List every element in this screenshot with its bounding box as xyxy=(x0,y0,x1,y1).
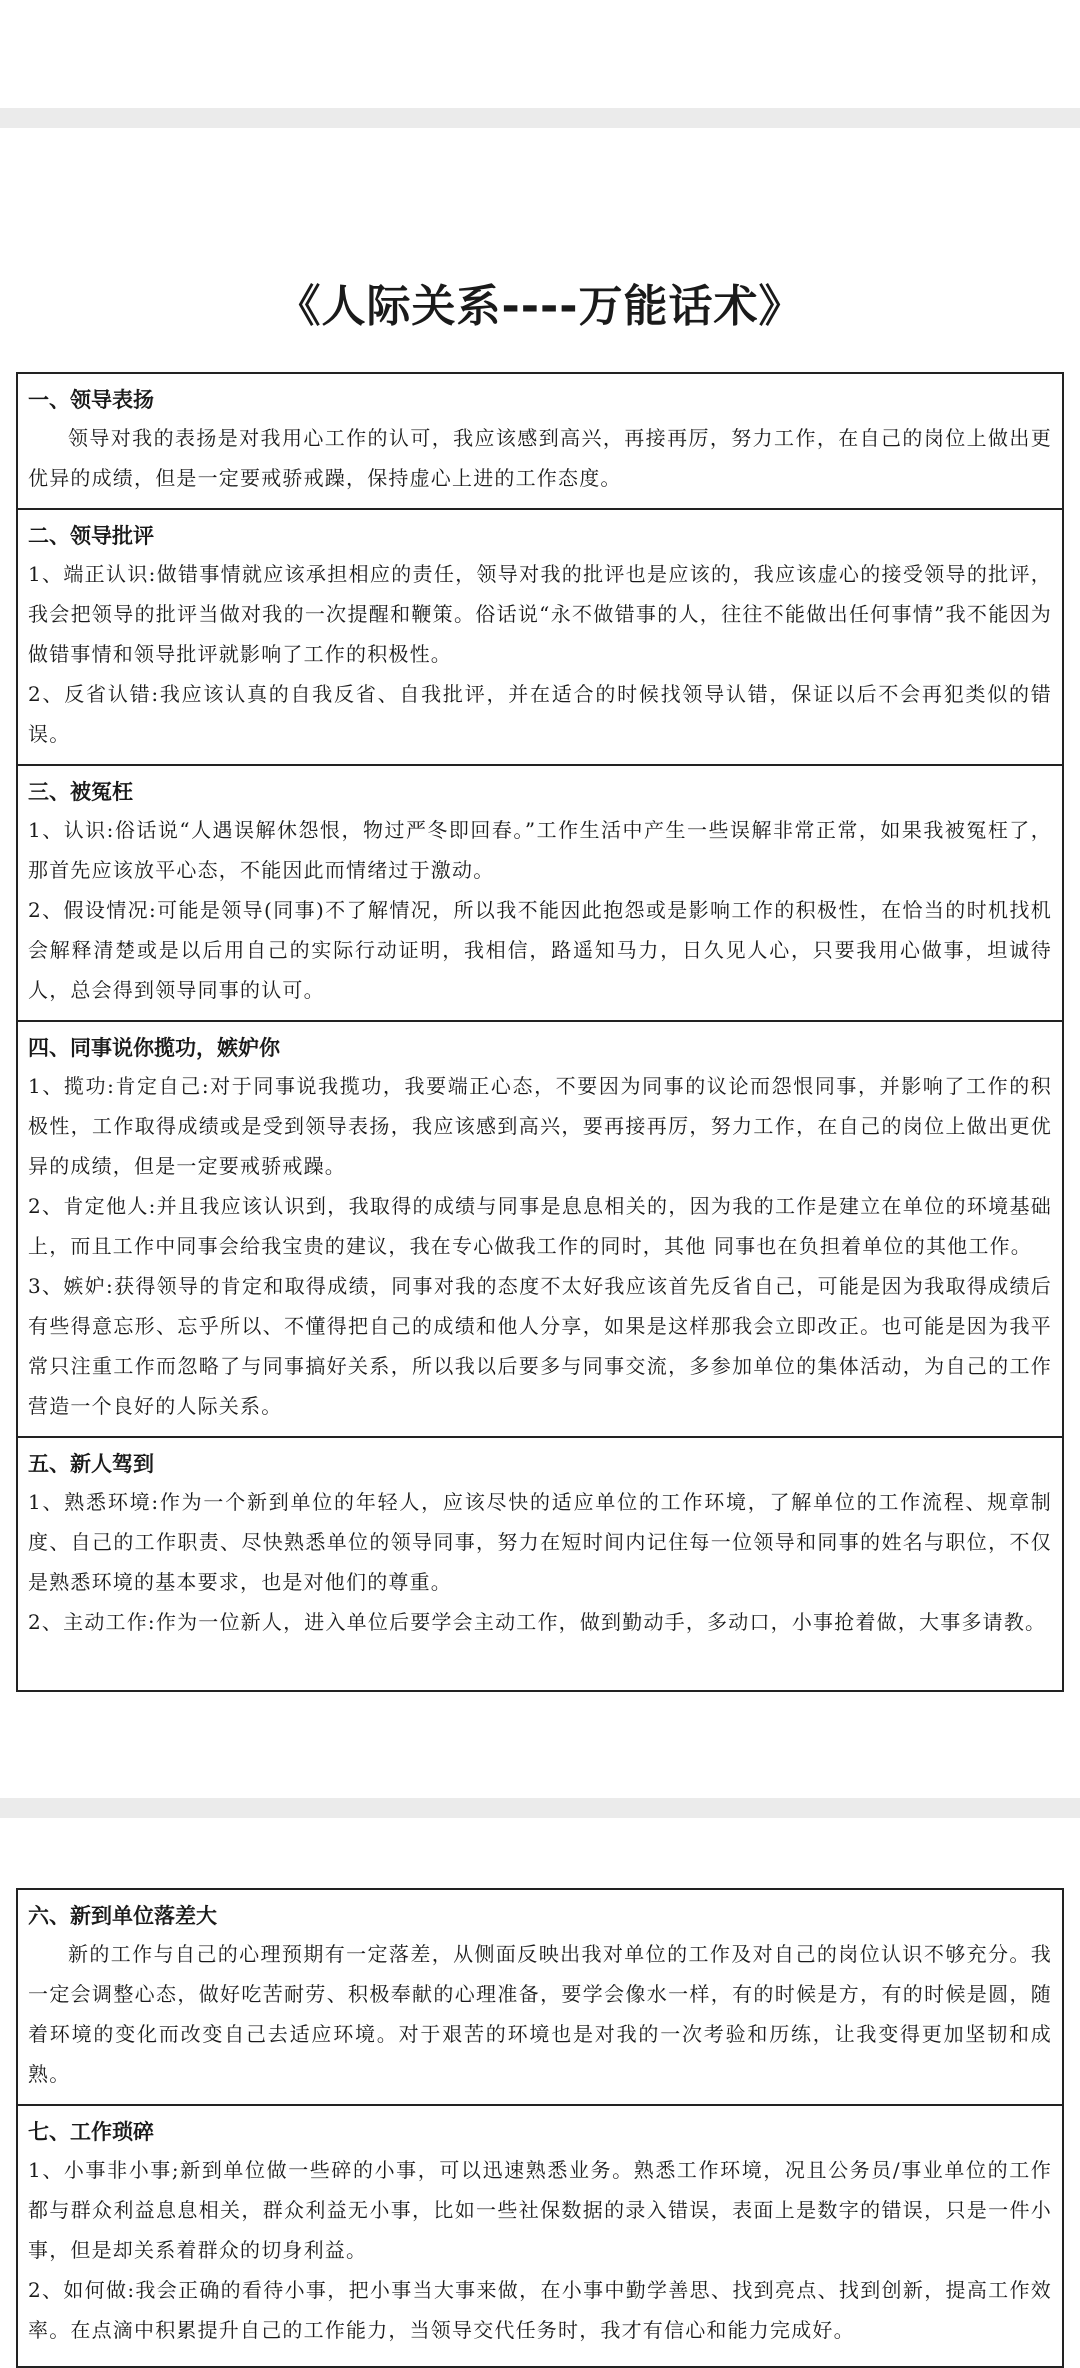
document-title: 《人际关系----万能话术》 xyxy=(276,281,804,332)
section-heading: 七、工作琐碎 xyxy=(28,2120,154,2144)
section-newcomer xyxy=(18,1438,1062,1652)
section-heading: 六、新到单位落差大 xyxy=(28,1904,217,1928)
section-paragraph: 2、假设情况:可能是领导(同事)不了解情况，所以我不能因此抱怨或是影响工作的积极性，在恰当的时机找机会解释清楚或是以后用自己的实际行动证明，我相信，路遥知马力，日久见人心，只要我用心做事，坦诚待人，总会得到领导同事的认可。 xyxy=(28,898,1052,1002)
section-paragraph: 2、如何做:我会正确的看待小事，把小事当大事来做，在小事中勤学善思、找到亮点、找到创新，提高工作效率。在点滴中积累提升自己的工作能力，当领导交代任务时，我才有信心和能力完成好。 xyxy=(28,2278,1052,2342)
section-paragraph: 2、主动工作:作为一位新人，进入单位后要学会主动工作，做到勤动手，多动口，小事抢着做，大事多请教。 xyxy=(28,1610,1047,1634)
section-heading: 一、领导表扬 xyxy=(28,388,154,412)
section-trivial-work xyxy=(18,2106,1062,2360)
section-paragraph: 1、揽功:肯定自己:对于同事说我揽功，我要端正心态，不要因为同事的议论而怨恨同事，并影响了工作的积极性，工作取得成绩或是受到领导表扬，我应该感到高兴，要再接再厉，努力工作，在自己的岗位上做出更优异的成绩，但是一定要戒骄戒躁。 xyxy=(28,1074,1052,1178)
page-gap-band xyxy=(0,108,1080,128)
section-paragraph: 1、熟悉环境:作为一个新到单位的年轻人，应该尽快的适应单位的工作环境，了解单位的工作流程、规章制度、自己的工作职责、尽快熟悉单位的领导同事，努力在短时间内记住每一位领导和同事的姓名与职位，不仅是熟悉环境的基本要求，也是对他们的尊重。 xyxy=(28,1490,1052,1594)
content-box-page-1 xyxy=(16,372,1064,1692)
section-expectation-gap xyxy=(18,1890,1062,2106)
section-paragraph: 2、肯定他人:并且我应该认识到，我取得的成绩与同事是息息相关的，因为我的工作是建立在单位的环境基础上，而且工作中同事会给我宝贵的建议，我在专心做我工作的同时，其他 同事也在负担着单位的其他工作。 xyxy=(28,1194,1052,1258)
section-heading: 二、领导批评 xyxy=(28,524,154,548)
section-paragraph: 1、认识:俗话说“人遇误解休怨恨，物过严冬即回春。”工作生活中产生一些误解非常正常，如果我被冤枉了，那首先应该放平心态，不能因此而情绪过于激动。 xyxy=(28,818,1052,882)
section-leader-criticism xyxy=(18,510,1062,766)
page-gap-band xyxy=(0,1798,1080,1818)
section-paragraph: 领导对我的表扬是对我用心工作的认可，我应该感到高兴，再接再厉，努力工作，在自己的岗位上做出更优异的成绩，但是一定要戒骄戒躁，保持虚心上进的工作态度。 xyxy=(28,426,1052,490)
section-heading: 四、同事说你揽功，嫉妒你 xyxy=(28,1036,280,1060)
section-heading: 五、新人驾到 xyxy=(28,1452,154,1476)
section-heading: 三、被冤枉 xyxy=(28,780,133,804)
section-paragraph: 1、端正认识:做错事情就应该承担相应的责任，领导对我的批评也是应该的，我应该虚心的接受领导的批评，我会把领导的批评当做对我的一次提醒和鞭策。俗话说“永不做错事的人，往往不能做出任何事情”我不能因为做错事情和领导批评就影响了工作的积极性。 xyxy=(28,562,1052,666)
section-wronged xyxy=(18,766,1062,1022)
section-paragraph: 2、反省认错:我应该认真的自我反省、自我批评，并在适合的时候找领导认错，保证以后不会再犯类似的错误。 xyxy=(28,682,1052,746)
section-paragraph: 新的工作与自己的心理预期有一定落差，从侧面反映出我对单位的工作及对自己的岗位认识不够充分。我一定会调整心态，做好吃苦耐劳、积极奉献的心理准备，要学会像水一样，有的时候是方，有的时候是圆，随着环境的变化而改变自己去适应环境。对于艰苦的环境也是对我的一次考验和历练，让我变得更加坚韧和成熟。 xyxy=(28,1942,1052,2086)
section-colleague-envy xyxy=(18,1022,1062,1438)
content-box-page-2 xyxy=(16,1888,1064,2368)
section-paragraph: 3、嫉妒:获得领导的肯定和取得成绩，同事对我的态度不太好我应该首先反省自己，可能是因为我取得成绩后有些得意忘形、忘乎所以、不懂得把自己的成绩和他人分享，如果是这样那我会立即改正。也可能是因为我平常只注重工作而忽略了与同事搞好关系，所以我以后要多与同事交流，多参加单位的集体活动，为自己的工作营造一个良好的人际关系。 xyxy=(28,1274,1052,1418)
section-paragraph: 1、小事非小事;新到单位做一些碎的小事，可以迅速熟悉业务。熟悉工作环境，况且公务员/事业单位的工作都与群众利益息息相关，群众利益无小事，比如一些社保数据的录入错误，表面上是数字的错误，只是一件小事，但是却关系着群众的切身利益。 xyxy=(28,2158,1052,2262)
section-leader-praise xyxy=(18,374,1062,510)
